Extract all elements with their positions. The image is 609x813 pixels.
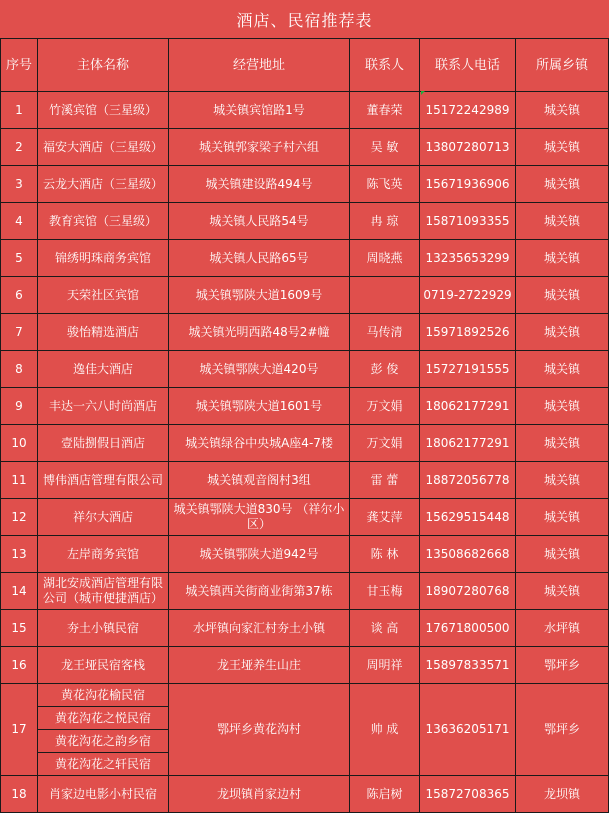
cell-contact: 万文娟 — [350, 425, 420, 462]
cell-town: 城关镇 — [516, 425, 609, 462]
cell-contact: 谈 高 — [350, 610, 420, 647]
cell-address: 龙坝镇肖家边村 — [169, 776, 350, 813]
cell-no: 14 — [1, 573, 38, 610]
cell-phone: 15629515448 — [420, 499, 516, 536]
table-row — [1, 277, 609, 314]
cell-town: 龙坝镇 — [516, 776, 609, 813]
cell-phone: 15971892526 — [420, 314, 516, 351]
cell-no: 17 — [1, 684, 38, 776]
cell-address: 城关镇建设路494号 — [169, 166, 350, 203]
cell-phone: 13235653299 — [420, 240, 516, 277]
cell-no: 5 — [1, 240, 38, 277]
cell-address: 城关镇光明西路48号2#幢 — [169, 314, 350, 351]
cell-contact: 陈飞英 — [350, 166, 420, 203]
cell-contact: 雷 蕾 — [350, 462, 420, 499]
cell-name: 逸佳大酒店 — [38, 351, 169, 388]
cell-town: 鄂坪乡 — [516, 684, 609, 776]
header-town: 所属乡镇 — [516, 39, 609, 92]
cell-phone: 13636205171 — [420, 684, 516, 776]
cell-address: 城关镇人民路65号 — [169, 240, 350, 277]
cell-name: 骏怡精选酒店 — [38, 314, 169, 351]
cell-phone: 18062177291 — [420, 388, 516, 425]
cell-address: 城关镇鄂陕大道420号 — [169, 351, 350, 388]
header-no: 序号 — [1, 39, 38, 92]
cell-town: 城关镇 — [516, 277, 609, 314]
table-row — [1, 129, 609, 166]
cell-phone: 0719-2722929 — [420, 277, 516, 314]
cell-town: 水坪镇 — [516, 610, 609, 647]
header-address: 经营地址 — [169, 39, 350, 92]
table-row — [1, 610, 609, 647]
cell-contact: 陈 林 — [350, 536, 420, 573]
cell-no: 13 — [1, 536, 38, 573]
cell-name: 黄花沟花之轩民宿 — [38, 753, 169, 776]
cell-name: 壹陆捌假日酒店 — [38, 425, 169, 462]
cell-town: 城关镇 — [516, 351, 609, 388]
cell-town: 城关镇 — [516, 166, 609, 203]
cell-phone: 17671800500 — [420, 610, 516, 647]
cell-phone: 18062177291 — [420, 425, 516, 462]
cell-name: 云龙大酒店（三星级） — [38, 166, 169, 203]
cell-no: 7 — [1, 314, 38, 351]
cell-no: 1 — [1, 92, 38, 129]
cell-town: 城关镇 — [516, 499, 609, 536]
cell-town: 城关镇 — [516, 388, 609, 425]
table-row — [1, 240, 609, 277]
cell-name: 黄花沟花之悦民宿 — [38, 707, 169, 730]
cell-address: 城关镇鄂陕大道1609号 — [169, 277, 350, 314]
cell-no: 15 — [1, 610, 38, 647]
cell-no: 16 — [1, 647, 38, 684]
table-row — [1, 92, 609, 129]
cell-no: 2 — [1, 129, 38, 166]
cell-contact: 吴 敏 — [350, 129, 420, 166]
table-row — [1, 351, 609, 388]
cell-contact — [350, 277, 420, 314]
cell-town: 城关镇 — [516, 129, 609, 166]
header-contact: 联系人 — [350, 39, 420, 92]
table-row — [1, 573, 609, 610]
cell-phone: 15671936906 — [420, 166, 516, 203]
header-name: 主体名称 — [38, 39, 169, 92]
cell-town: 城关镇 — [516, 92, 609, 129]
cell-no: 8 — [1, 351, 38, 388]
cell-name: 竹溪宾馆（三星级） — [38, 92, 169, 129]
cell-name: 龙王垭民宿客栈 — [38, 647, 169, 684]
cell-address: 城关镇鄂陕大道1601号 — [169, 388, 350, 425]
sheet-title: 酒店、民宿推荐表 — [0, 0, 609, 39]
cell-no: 10 — [1, 425, 38, 462]
table-row — [1, 684, 609, 707]
cell-name: 湖北安成酒店管理有限公司（城市便捷酒店） — [38, 573, 169, 610]
cell-comment-marker — [421, 91, 425, 95]
cell-name: 福安大酒店（三星级） — [38, 129, 169, 166]
cell-name: 夯土小镇民宿 — [38, 610, 169, 647]
cell-contact: 彭 俊 — [350, 351, 420, 388]
cell-no: 12 — [1, 499, 38, 536]
cell-contact: 龚艾萍 — [350, 499, 420, 536]
cell-town: 城关镇 — [516, 573, 609, 610]
cell-contact: 甘玉梅 — [350, 573, 420, 610]
cell-address: 城关镇人民路54号 — [169, 203, 350, 240]
cell-town: 城关镇 — [516, 536, 609, 573]
cell-name: 左岸商务宾馆 — [38, 536, 169, 573]
cell-address: 城关镇观音阁村3组 — [169, 462, 350, 499]
cell-name: 丰达一六八时尚酒店 — [38, 388, 169, 425]
cell-town: 城关镇 — [516, 240, 609, 277]
cell-name: 肖家边电影小村民宿 — [38, 776, 169, 813]
cell-address: 城关镇西关街商业街第37栋 — [169, 573, 350, 610]
table-row — [1, 462, 609, 499]
table-row — [1, 166, 609, 203]
cell-phone: 15727191555 — [420, 351, 516, 388]
cell-contact: 周晓燕 — [350, 240, 420, 277]
cell-address: 水坪镇向家汇村夯土小镇 — [169, 610, 350, 647]
table-row — [1, 776, 609, 813]
cell-address: 城关镇鄂陕大道942号 — [169, 536, 350, 573]
table-row — [1, 425, 609, 462]
cell-town: 城关镇 — [516, 203, 609, 240]
cell-no: 9 — [1, 388, 38, 425]
cell-contact: 帅 成 — [350, 684, 420, 776]
cell-no: 6 — [1, 277, 38, 314]
table-row — [1, 388, 609, 425]
cell-town: 城关镇 — [516, 314, 609, 351]
cell-phone: 18872056778 — [420, 462, 516, 499]
hotel-table — [0, 38, 609, 813]
cell-contact: 董春荣 — [350, 92, 420, 129]
cell-name: 博伟酒店管理有限公司 — [38, 462, 169, 499]
cell-phone: 13807280713 — [420, 129, 516, 166]
cell-name: 祥尔大酒店 — [38, 499, 169, 536]
cell-town: 鄂坪乡 — [516, 647, 609, 684]
cell-address: 鄂坪乡黄花沟村 — [169, 684, 350, 776]
cell-no: 11 — [1, 462, 38, 499]
cell-phone: 13508682668 — [420, 536, 516, 573]
cell-contact: 万文娟 — [350, 388, 420, 425]
table-row — [1, 499, 609, 536]
cell-name: 教育宾馆（三星级） — [38, 203, 169, 240]
cell-no: 3 — [1, 166, 38, 203]
cell-name: 黄花沟花之韵乡宿 — [38, 730, 169, 753]
cell-phone: 15897833571 — [420, 647, 516, 684]
cell-no: 18 — [1, 776, 38, 813]
cell-contact: 周明祥 — [350, 647, 420, 684]
cell-name: 天荣社区宾馆 — [38, 277, 169, 314]
cell-phone: 15872708365 — [420, 776, 516, 813]
table-row — [1, 536, 609, 573]
table-row — [1, 314, 609, 351]
cell-address: 城关镇绿谷中央城A座4-7楼 — [169, 425, 350, 462]
cell-address: 城关镇郭家梁子村六组 — [169, 129, 350, 166]
header-phone: 联系人电话 — [420, 39, 516, 92]
cell-contact: 陈启树 — [350, 776, 420, 813]
cell-phone: 18907280768 — [420, 573, 516, 610]
header-row — [1, 39, 609, 92]
cell-name: 黄花沟花榆民宿 — [38, 684, 169, 707]
cell-address: 城关镇鄂陕大道830号 （祥尔小区） — [169, 499, 350, 536]
cell-name: 锦绣明珠商务宾馆 — [38, 240, 169, 277]
cell-no: 4 — [1, 203, 38, 240]
cell-phone: 15871093355 — [420, 203, 516, 240]
cell-contact: 马传清 — [350, 314, 420, 351]
cell-address: 龙王垭养生山庄 — [169, 647, 350, 684]
cell-town: 城关镇 — [516, 462, 609, 499]
cell-address: 城关镇宾馆路1号 — [169, 92, 350, 129]
cell-phone: 15172242989 — [420, 92, 516, 129]
table-row — [1, 647, 609, 684]
cell-contact: 冉 琼 — [350, 203, 420, 240]
table-row — [1, 203, 609, 240]
